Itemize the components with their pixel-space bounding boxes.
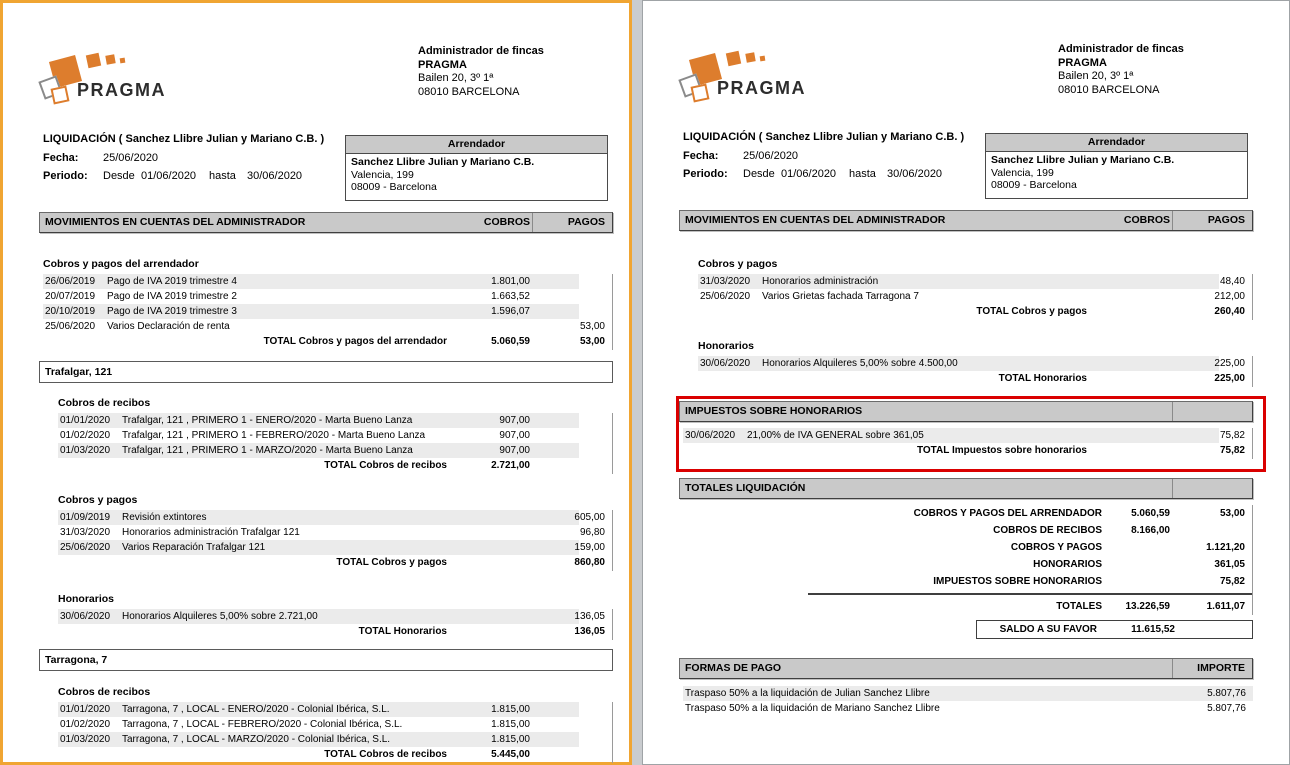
row-date: 30/06/2020 [685,430,736,441]
row-description: Tarragona, 7 , LOCAL - MARZO/2020 - Colonial Ibérica, S.L. [122,734,391,745]
transaction-row [58,702,612,717]
total-label: TOTAL Cobros de recibos [324,460,447,471]
total-label: TOTAL Honorarios [998,373,1087,384]
arrendador-body [346,154,607,196]
row-date: 20/07/2019 [45,291,96,302]
section-total-row [683,443,1252,459]
totals-row-label: HONORARIOS [1033,559,1102,570]
section-label: Honorarios [698,340,755,352]
totals-divider-rule [808,593,1252,595]
transaction-row [58,609,612,624]
transaction-row [58,510,612,525]
grand-total-cobros: 13.226,59 [1125,601,1170,612]
sender-line: PRAGMA [418,58,467,71]
payment-method-description: Traspaso 50% a la liquidación de Julian Sanchez Llibre [685,688,930,699]
total-label: TOTAL Cobros y pagos [976,306,1087,317]
fecha-value: 25/06/2020 [103,152,159,164]
row-description: Tarragona, 7 , LOCAL - FEBRERO/2020 - Colonial Ibérica, S.L. [122,719,403,730]
transaction-row [683,428,1252,443]
movements-header-bar [39,212,613,233]
row-description: Honorarios Alquileres 5,00% sobre 4.500,00 [762,358,958,369]
row-cobros-amount: 907,00 [499,415,530,426]
arrendador-header: Arrendador [346,136,607,154]
fecha-row [683,150,798,162]
logo-square-icon [120,58,126,64]
building-box-tarragona: Tarragona, 7 [39,649,613,671]
row-description: Varios Grietas fachada Tarragona 7 [762,291,919,302]
total-pagos: 53,00 [579,336,605,347]
pragma-logo [39,45,229,105]
logo-square-icon [86,53,101,68]
column-divider [532,213,533,232]
row-pagos-amount: 48,40 [1219,276,1245,287]
total-cobros: 5.060,59 [491,336,530,347]
total-pagos: 75,82 [1219,445,1245,456]
row-date: 01/09/2019 [60,512,111,523]
row-date: 30/06/2020 [60,611,111,622]
transaction-row [58,428,612,443]
desde-value: 01/06/2020 [781,168,837,180]
fecha-label: Fecha: [43,152,79,164]
transaction-row [698,289,1252,304]
totals-row-cobros: 8.166,00 [1131,525,1170,536]
row-date: 26/06/2019 [45,276,96,287]
sender-line: Administrador de fincas [418,45,544,57]
row-date: 25/06/2020 [60,542,111,553]
transaction-row [58,525,612,540]
section-label: Honorarios [58,593,115,605]
periodo-row [683,168,942,180]
row-date: 20/10/2019 [45,306,96,317]
row-description: Trafalgar, 121 , PRIMERO 1 - FEBRERO/2020 - Marta Bueno Lanza [122,430,426,441]
section-b1-honorarios [43,593,613,640]
pragma-logo [679,43,869,103]
total-label: TOTAL Cobros y pagos [336,557,447,568]
impuestos-header-bar [679,401,1253,422]
transaction-row [43,289,612,304]
desde-label: Desde [743,168,775,180]
payment-method-description: Traspaso 50% a la liquidación de Mariano Sanchez Llibre [685,703,940,714]
row-date: 01/02/2020 [60,430,111,441]
row-description: Pago de IVA 2019 trimestre 4 [107,276,237,287]
row-pagos-amount: 225,00 [1214,358,1245,369]
row-description: Honorarios Alquileres 5,00% sobre 2.721,00 [122,611,318,622]
column-divider [1172,479,1173,498]
section-total-row [58,747,612,763]
row-description: Pago de IVA 2019 trimestre 2 [107,291,237,302]
row-pagos-amount: 96,80 [579,527,605,538]
desde-value: 01/06/2020 [141,170,197,182]
transaction-row [43,304,612,319]
transaction-row [58,732,612,747]
payment-method-row [683,701,1253,716]
transaction-row [58,717,612,732]
section-impuestos [683,428,1253,459]
transaction-row [58,413,612,428]
logo-text: PRAGMA [77,80,166,100]
periodo-label: Periodo: [43,170,88,182]
hasta-value: 30/06/2020 [887,168,943,180]
section-total-row [58,624,612,640]
document-title: LIQUIDACIÓN ( Sanchez Llibre Julian y Mariano C.B. ) [683,131,965,143]
row-cobros-amount: 1.596,07 [491,306,530,317]
logo-square-icon [760,56,766,62]
formas-pago-title: FORMAS DE PAGO [685,662,782,674]
sender-line: 08010 BARCELONA [418,85,520,98]
periodo-row [43,170,302,182]
totals-row-pagos: 53,00 [1219,508,1245,519]
section-total-row [698,304,1252,320]
pagos-column-header: PAGOS [1207,214,1245,226]
sender-line: Administrador de fincas [1058,43,1184,55]
sender-block [418,45,544,99]
totales-header-bar [679,478,1253,499]
page-right-content [643,1,1289,764]
section-total-row [58,555,612,571]
section-totales [683,505,1253,615]
transaction-row [698,274,1252,289]
total-label: TOTAL Cobros y pagos del arrendador [263,336,447,347]
payment-method-amount: 5.807,76 [1207,688,1246,699]
section-cobros-pagos [683,258,1253,320]
arrendador-address: Valencia, 199 [991,166,1054,179]
section-label: Cobros de recibos [58,397,151,409]
arrendador-address: 08009 - Barcelona [991,179,1077,191]
row-description: Honorarios administración Trafalgar 121 [122,527,300,538]
row-description: Trafalgar, 121 , PRIMERO 1 - ENERO/2020 - Marta Bueno Lanza [122,415,413,426]
transaction-row [43,319,612,334]
row-date: 01/01/2020 [60,704,111,715]
logo-square-icon [726,51,741,66]
fecha-label: Fecha: [683,150,719,162]
logo-text: PRAGMA [717,78,806,98]
sender-line: 08010 BARCELONA [1058,83,1160,96]
section-label: Cobros y pagos del arrendador [43,258,199,270]
row-pagos-amount: 159,00 [574,542,605,553]
column-divider [1172,402,1173,421]
totals-row [683,522,1252,539]
page-left-content [3,3,629,762]
row-pagos-amount: 53,00 [579,321,605,332]
totals-row-label: COBROS Y PAGOS DEL ARRENDADOR [913,508,1102,519]
arrendador-address: 08009 - Barcelona [351,181,437,193]
page-right[interactable] [642,0,1290,765]
totals-row-label: COBROS DE RECIBOS [993,525,1102,536]
sender-line: Bailen 20, 3º 1ª [418,72,494,84]
arrendador-box [345,135,608,201]
total-pagos: 260,40 [1214,306,1245,317]
logo-square-icon [745,52,755,62]
row-description: Tarragona, 7 , LOCAL - ENERO/2020 - Colonial Ibérica, S.L. [122,704,390,715]
row-cobros-amount: 907,00 [499,430,530,441]
saldo-label: SALDO A SU FAVOR [999,624,1097,635]
row-pagos-amount: 212,00 [1214,291,1245,302]
section-cobros-pagos-arrendador [43,258,613,350]
total-label: TOTAL Cobros de recibos [324,749,447,760]
importe-column-header: IMPORTE [1197,662,1245,674]
grand-total-row [683,598,1252,615]
saldo-box [976,620,1253,639]
arrendador-body [986,152,1247,194]
section-honorarios [683,340,1253,387]
arrendador-name: Sanchez Llibre Julian y Mariano C.B. [991,154,1175,166]
totals-row [683,556,1252,573]
totals-row-pagos: 361,05 [1214,559,1245,570]
sender-block [1058,43,1184,97]
totals-row-pagos: 1.121,20 [1206,542,1245,553]
transaction-row [58,540,612,555]
transaction-row [58,443,612,458]
hasta-value: 30/06/2020 [247,170,303,182]
row-description: Honorarios administración [762,276,879,287]
totals-row [683,505,1252,522]
row-date: 01/02/2020 [60,719,111,730]
row-date: 25/06/2020 [45,321,96,332]
totals-row-label: IMPUESTOS SOBRE HONORARIOS [933,576,1102,587]
hasta-label: hasta [209,170,236,182]
fecha-value: 25/06/2020 [743,150,799,162]
totals-row-pagos: 75,82 [1219,576,1245,587]
sender-line: PRAGMA [1058,56,1107,69]
arrendador-name: Sanchez Llibre Julian y Mariano C.B. [351,156,535,168]
section-b1-cobros-pagos [43,494,613,571]
section-label: Cobros y pagos [698,258,778,270]
total-cobros: 2.721,00 [491,460,530,471]
movements-header-bar [679,210,1253,231]
row-description: Revisión extintores [122,512,207,523]
arrendador-address: Valencia, 199 [351,168,414,181]
row-date: 01/03/2020 [60,734,111,745]
impuestos-title: IMPUESTOS SOBRE HONORARIOS [685,405,863,417]
row-pagos-amount: 75,82 [1219,430,1245,441]
arrendador-header: Arrendador [986,134,1247,152]
formas-pago-header-bar [679,658,1253,679]
fecha-row [43,152,158,164]
section-b1-cobros-recibos [43,397,613,474]
transaction-row [698,356,1252,371]
row-cobros-amount: 907,00 [499,445,530,456]
cobros-column-header: COBROS [483,216,530,228]
hasta-label: hasta [849,168,876,180]
totales-title: TOTALES LIQUIDACIÓN [685,482,806,494]
section-label: Cobros de recibos [58,686,151,698]
document-title: LIQUIDACIÓN ( Sanchez Llibre Julian y Mariano C.B. ) [43,133,325,145]
payment-method-amount: 5.807,76 [1207,703,1246,714]
row-cobros-amount: 1.815,00 [491,704,530,715]
arrendador-box [985,133,1248,199]
totals-row-label: COBROS Y PAGOS [1010,542,1102,553]
totals-row [683,539,1252,556]
pagos-column-header: PAGOS [567,216,605,228]
row-description: Varios Declaración de renta [107,321,230,332]
sender-line: Bailen 20, 3º 1ª [1058,70,1134,82]
logo-outline-square-icon [51,86,70,105]
totals-row-cobros: 5.060,59 [1131,508,1170,519]
row-cobros-amount: 1.663,52 [491,291,530,302]
row-date: 30/06/2020 [700,358,751,369]
row-pagos-amount: 136,05 [574,611,605,622]
row-description: Trafalgar, 121 , PRIMERO 1 - MARZO/2020 - Marta Bueno Lanza [122,445,413,456]
grand-total-pagos: 1.611,07 [1206,601,1245,612]
total-pagos: 136,05 [574,626,605,637]
section-formas-pago [683,686,1253,716]
movements-title: MOVIMIENTOS EN CUENTAS DEL ADMINISTRADOR [45,216,306,228]
row-description: Varios Reparación Trafalgar 121 [122,542,266,553]
row-date: 31/03/2020 [700,276,751,287]
logo-square-icon [105,54,115,64]
section-label: Cobros y pagos [58,494,138,506]
total-label: TOTAL Honorarios [358,626,447,637]
building-box-trafalgar: Trafalgar, 121 [39,361,613,383]
total-pagos: 860,80 [574,557,605,568]
total-label: TOTAL Impuestos sobre honorarios [916,445,1087,456]
saldo-value: 11.615,52 [1131,624,1175,635]
column-divider [1172,659,1173,678]
page-left-selected[interactable] [0,0,632,765]
movements-title: MOVIMIENTOS EN CUENTAS DEL ADMINISTRADOR [685,214,946,226]
row-cobros-amount: 1.801,00 [491,276,530,287]
payment-method-row [683,686,1253,701]
row-cobros-amount: 1.815,00 [491,719,530,730]
row-description: Pago de IVA 2019 trimestre 3 [107,306,237,317]
section-total-row [43,334,612,350]
total-cobros: 5.445,00 [491,749,530,760]
row-date: 01/01/2020 [60,415,111,426]
desde-label: Desde [103,170,135,182]
total-pagos: 225,00 [1214,373,1245,384]
section-b2-cobros-recibos [43,686,613,763]
row-pagos-amount: 605,00 [574,512,605,523]
grand-total-label: TOTALES [1056,601,1102,612]
periodo-label: Periodo: [683,168,728,180]
cobros-column-header: COBROS [1123,214,1170,226]
column-divider [1172,211,1173,230]
row-date: 25/06/2020 [700,291,751,302]
section-total-row [58,458,612,474]
section-total-row [698,371,1252,387]
logo-outline-square-icon [691,84,710,103]
row-cobros-amount: 1.815,00 [491,734,530,745]
row-date: 31/03/2020 [60,527,111,538]
totals-row [683,573,1252,590]
row-description: 21,00% de IVA GENERAL sobre 361,05 [747,430,924,441]
row-date: 01/03/2020 [60,445,111,456]
transaction-row [43,274,612,289]
